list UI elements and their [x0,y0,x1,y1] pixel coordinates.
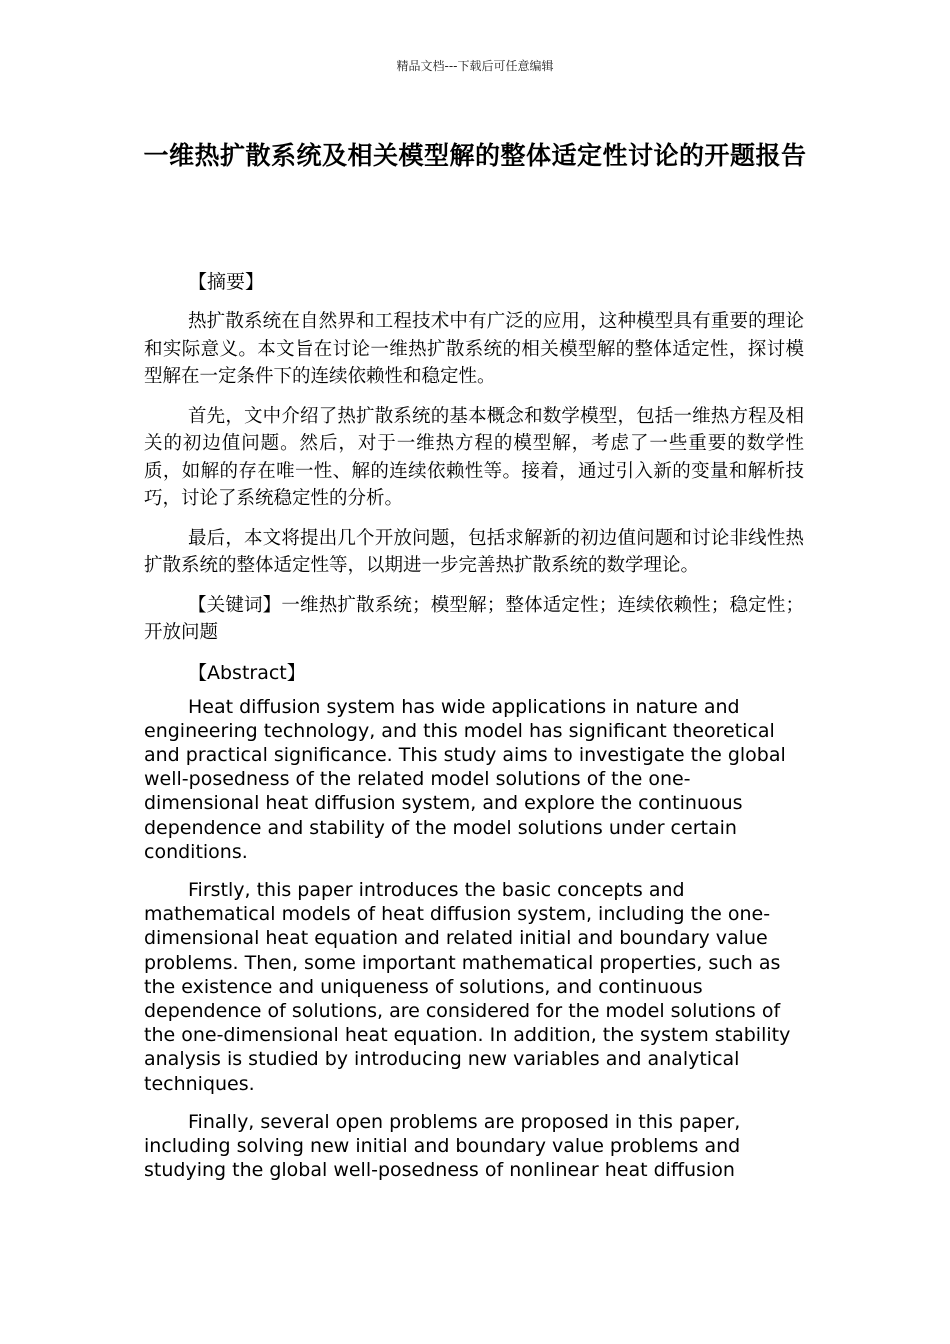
abstract-en-paragraph-1: Heat diffusion system has wide applications in nature and engineering technology, and this model has significant theoretical and practical significance. This study aims to investigate the global well-posedness of the related model solutions of the one-dimensional heat diffusion system, and explore the continuous dependence and stability of the model solutions under certain conditions. [144,695,786,863]
abstract-zh-paragraph-3: 最后，本文将提出几个开放问题，包括求解新的初边值问题和讨论非线性热扩散系统的整体适定性等，以期进一步完善热扩散系统的数学理论。 [144,527,804,576]
abstract-en-heading: 【Abstract】 [188,661,306,684]
document-title: 一维热扩散系统及相关模型解的整体适定性讨论的开题报告 [143,141,807,170]
abstract-en-paragraph-3: Finally, several open problems are proposed in this paper, including solving new initial and boundary value problems and studying the global well-posedness of nonlinear heat diffusion [144,1110,741,1182]
abstract-zh-paragraph-2: 首先，文中介绍了热扩散系统的基本概念和数学模型，包括一维热方程及相关的初边值问题。然后，对于一维热方程的模型解，考虑了一些重要的数学性质，如解的存在唯一性、解的连续依赖性等。接着，通过引入新的变量和解析技巧，讨论了系统稳定性的分析。 [144,405,804,509]
document-body [144,268,804,1196]
abstract-zh-paragraph-1: 热扩散系统在自然界和工程技术中有广泛的应用，这种模型具有重要的理论和实际意义。本文旨在讨论一维热扩散系统的相关模型解的整体适定性，探讨模型解在一定条件下的连续依赖性和稳定性。 [144,311,804,387]
header-note: 精品文档---下载后可任意编辑 [396,59,554,73]
keywords-zh: 【关键词】一维热扩散系统；模型解；整体适定性；连续依赖性；稳定性；开放问题 [144,594,804,643]
abstract-zh-heading: 【摘要】 [188,271,265,293]
abstract-en-paragraph-2: Firstly, this paper introduces the basic concepts and mathematical models of heat diffusion system, including the one-dimensional heat equation and related initial and boundary value problems. Then, some important mathematical properties, such as the existence and uniqueness of solutions, and continuous dependence of solutions, are considered for the model solutions of the one-dimensional heat equation. In addition, the system stability analysis is studied by introducing new variables and analytical techniques. [144,878,791,1095]
